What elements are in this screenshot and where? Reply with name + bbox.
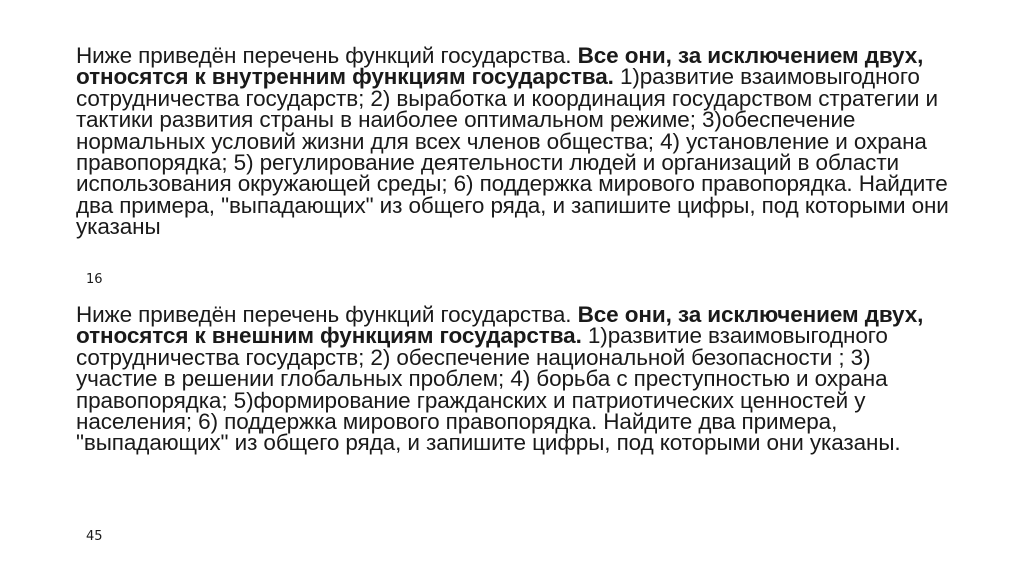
task-2-text	[76, 304, 956, 454]
task-1-answer: 16	[86, 272, 103, 287]
task-1-intro: Ниже приведён перечень функций государства.	[76, 43, 578, 68]
task-1-text	[76, 45, 956, 238]
task-1-body: 1)развитие взаимовыгодного сотрудничества государств; 2) выработка и координация государством стратегии и тактики развития страны в наиболее оптимальном режиме; 3)обеспечение нормальных условий жизни для всех членов общества; 4) установление и охрана правопорядка; 5) регулирование деятельности людей и организаций в области использования окружающей среды; 6) поддержка мирового правопорядка. Найдите два примера, "выпадающих" из общего ряда, и запишите цифры, под которыми они указаны	[76, 64, 949, 240]
task-1-bold-statement: Все они, за исключением двух, относятся к внутренним функциям государства.	[76, 43, 924, 90]
task-2-bold-statement: Все они, за исключением двух, относятся к внешним функциям государства.	[76, 302, 924, 349]
task-2-intro: Ниже приведён перечень функций государства.	[76, 302, 578, 327]
task-2-answer: 45	[86, 529, 103, 544]
task-2-body: 1)развитие взаимовыгодного сотрудничества государств; 2) обеспечение национальной безопасности ; 3) участие в решении глобальных проблем; 4) борьба с преступностью и охрана правопорядка; 5)формирование гражданских и патриотических ценностей у населения; 6) поддержка мирового правопорядка. Найдите два примера, "выпадающих" из общего ряда, и запишите цифры, под которыми они указаны.	[76, 323, 901, 456]
